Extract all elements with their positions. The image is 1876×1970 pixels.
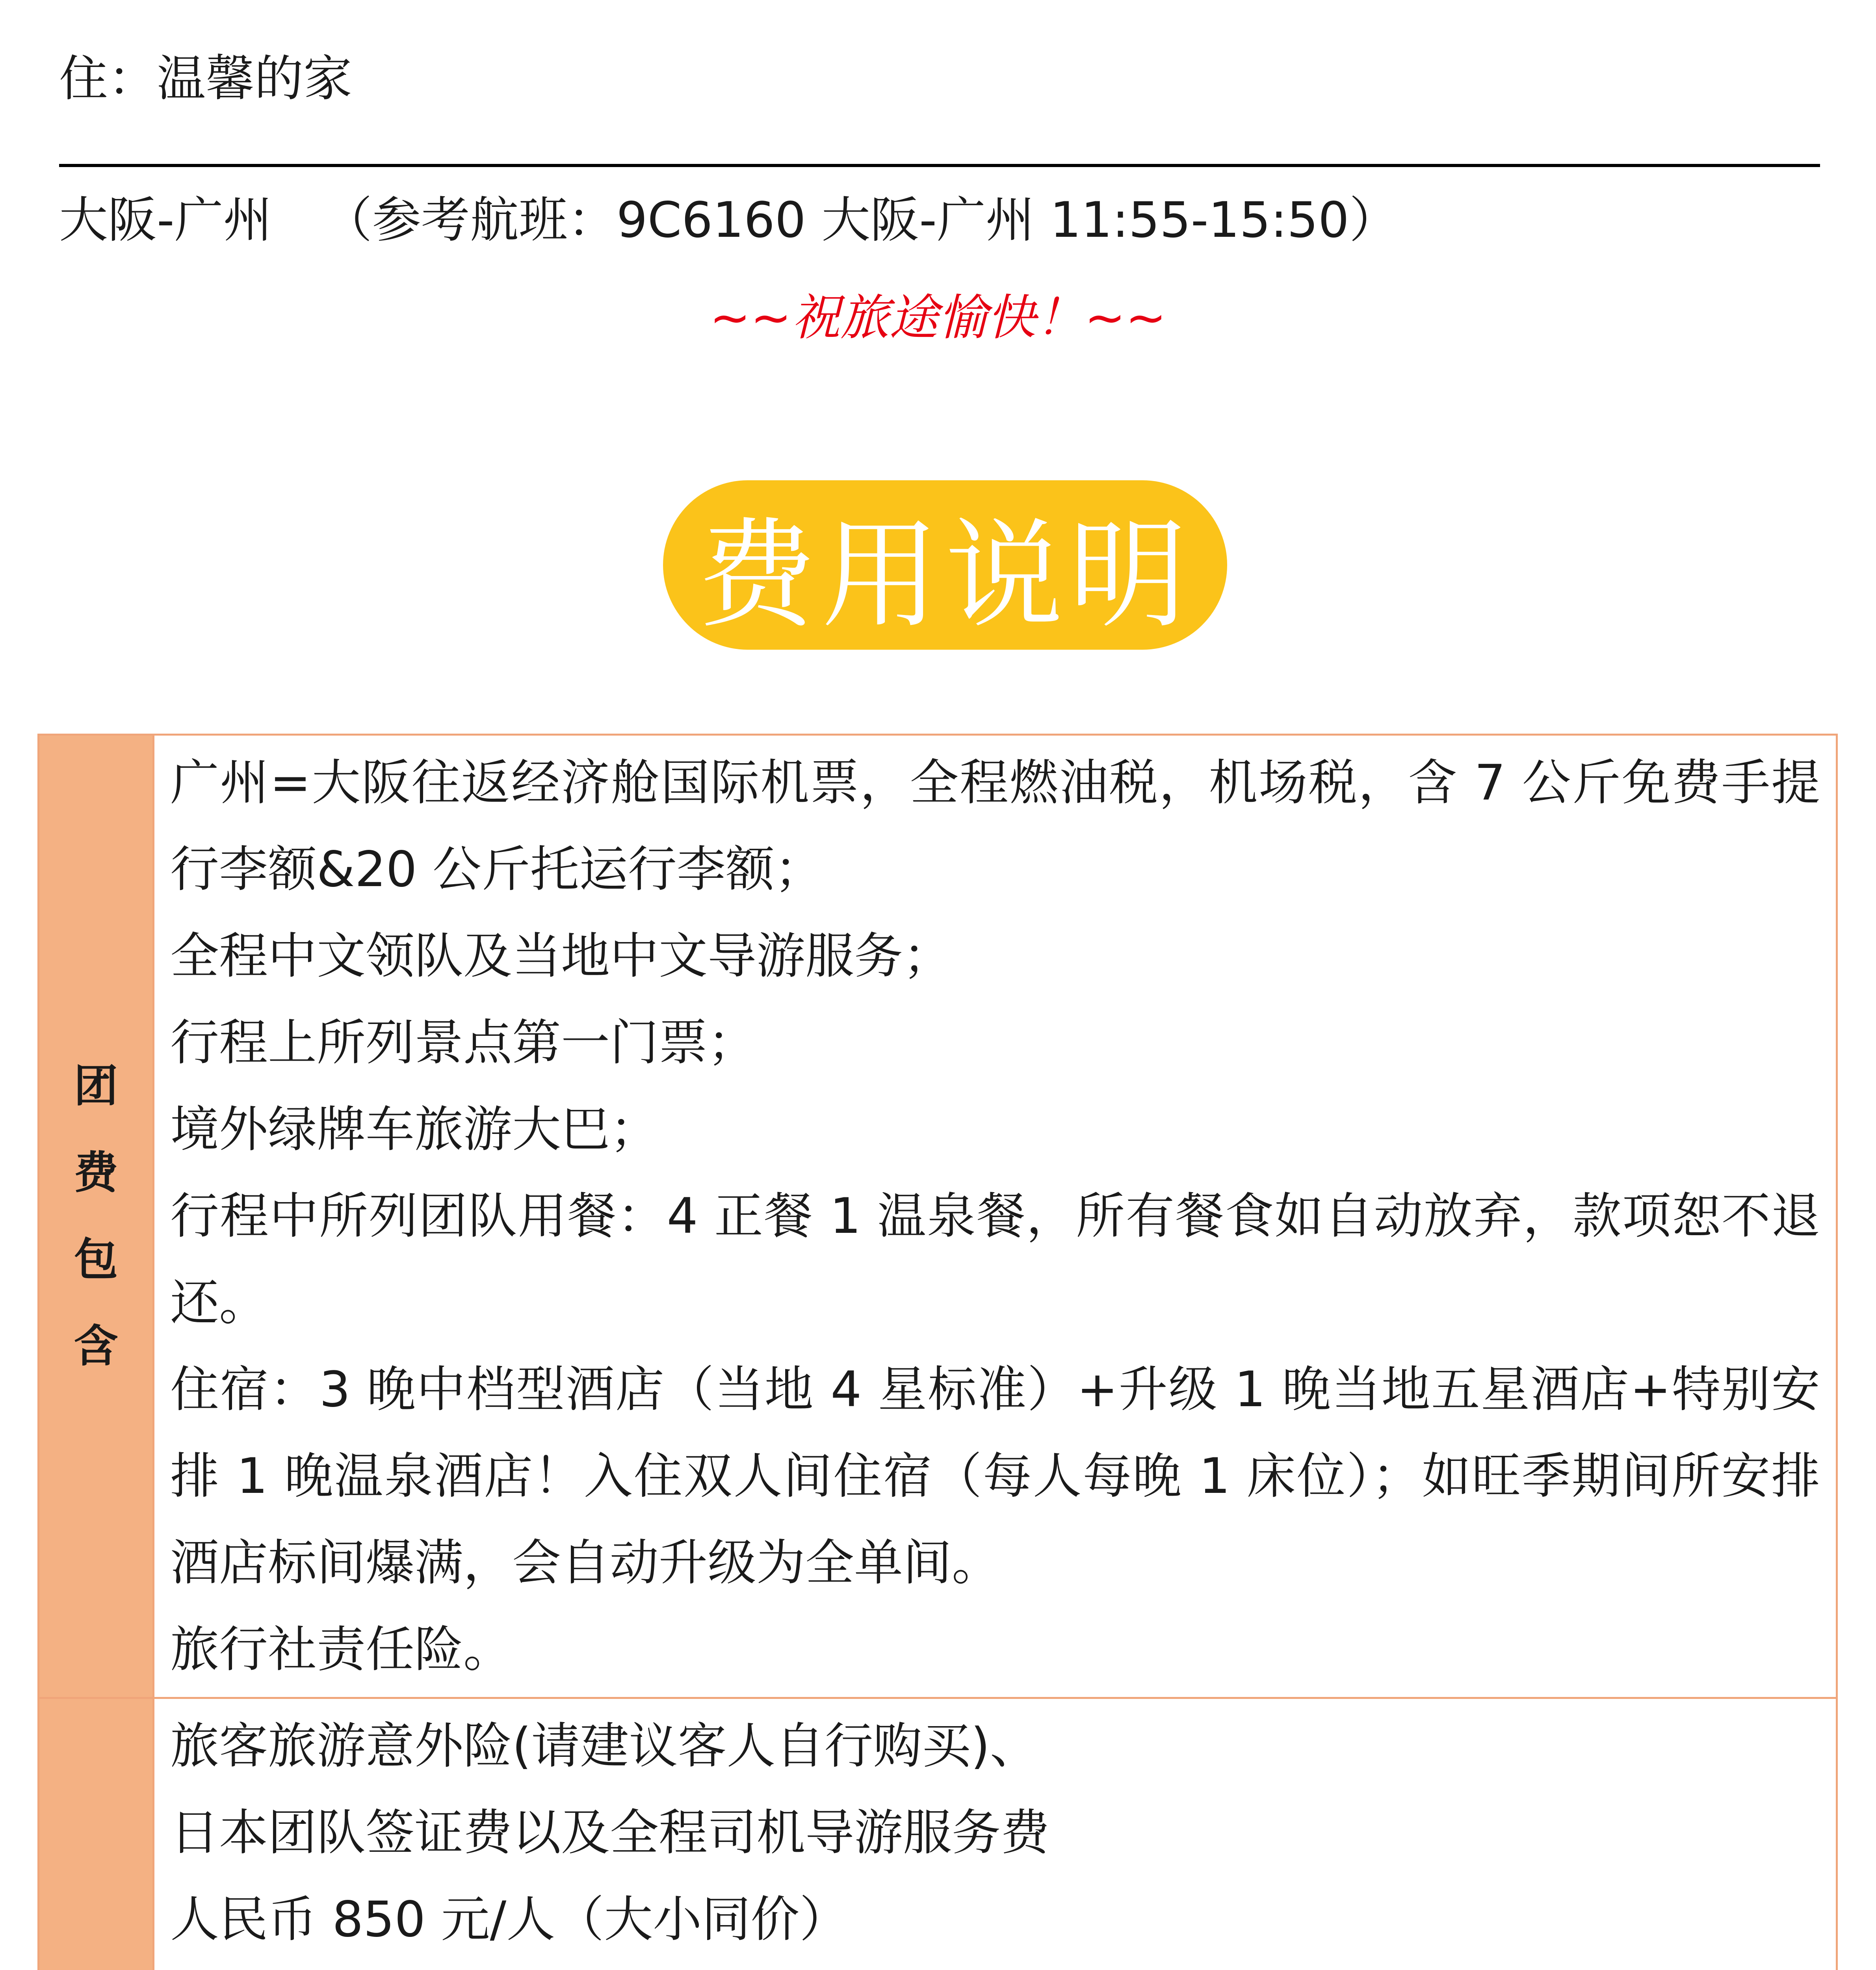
lodging-line: 住：温馨的家	[59, 50, 353, 107]
route-text: 大阪-广州	[59, 192, 272, 249]
label-char: 包	[74, 1234, 118, 1285]
fee-item	[170, 1963, 1820, 1970]
fee-description-banner	[663, 480, 1227, 650]
flight-reference: （参考航班：9C6160 大阪-广州 11:55-15:50）	[323, 192, 1398, 249]
fee-item: 旅行社责任险。	[170, 1621, 513, 1678]
fee-item: 行程上所列景点第一门票；	[170, 1015, 757, 1071]
fee-item: 全程中文领队及当地中文导游服务；	[170, 928, 952, 985]
fee-item: 日本团队签证费以及全程司机导游服务费	[170, 1805, 1050, 1861]
fee-row-excluded	[39, 1698, 1837, 1970]
fee-included-content	[154, 735, 1837, 1698]
greeting-text: ~~祝旅途愉快！~~	[710, 290, 1166, 346]
label-char: 含	[74, 1321, 118, 1372]
fee-item: 行程中所列团队用餐：4 正餐 1 温泉餐，所有餐食如自动放弃，款项恕不退还。	[170, 1188, 1820, 1331]
fee-item: 境外绿牌车旅游大巴；	[170, 1101, 659, 1158]
fee-table	[37, 734, 1838, 1970]
fee-included-label	[39, 735, 154, 1698]
fee-item: 广州=大阪往返经济舱国际机票，全程燃油税，机场税，含 7 公斤免费手提行李额&20 公斤托运行李额；	[170, 755, 1820, 898]
fee-item: 住宿：3 晚中档型酒店（当地 4 星标准）+升级 1 晚当地五星酒店+特别安排 1 晚温泉酒店！入住双人间住宿（每人每晚 1 床位）；如旺季期间所安排酒店标间爆满，会自动升级为全单间。	[170, 1361, 1820, 1591]
banner-title: 费用说明	[698, 506, 1192, 644]
fee-row-included	[39, 735, 1837, 1698]
fee-item: 旅客旅游意外险(请建议客人自行购买)、	[170, 1718, 1039, 1775]
label-char: 团	[74, 1061, 118, 1112]
fee-excluded-content	[154, 1698, 1837, 1970]
flight-line	[59, 192, 1398, 249]
fee-excluded-label	[39, 1698, 154, 1970]
horizontal-divider	[59, 164, 1820, 167]
fee-item: 人民币 850 元/人（大小同价）	[170, 1891, 849, 1948]
label-char: 费	[74, 1147, 118, 1199]
